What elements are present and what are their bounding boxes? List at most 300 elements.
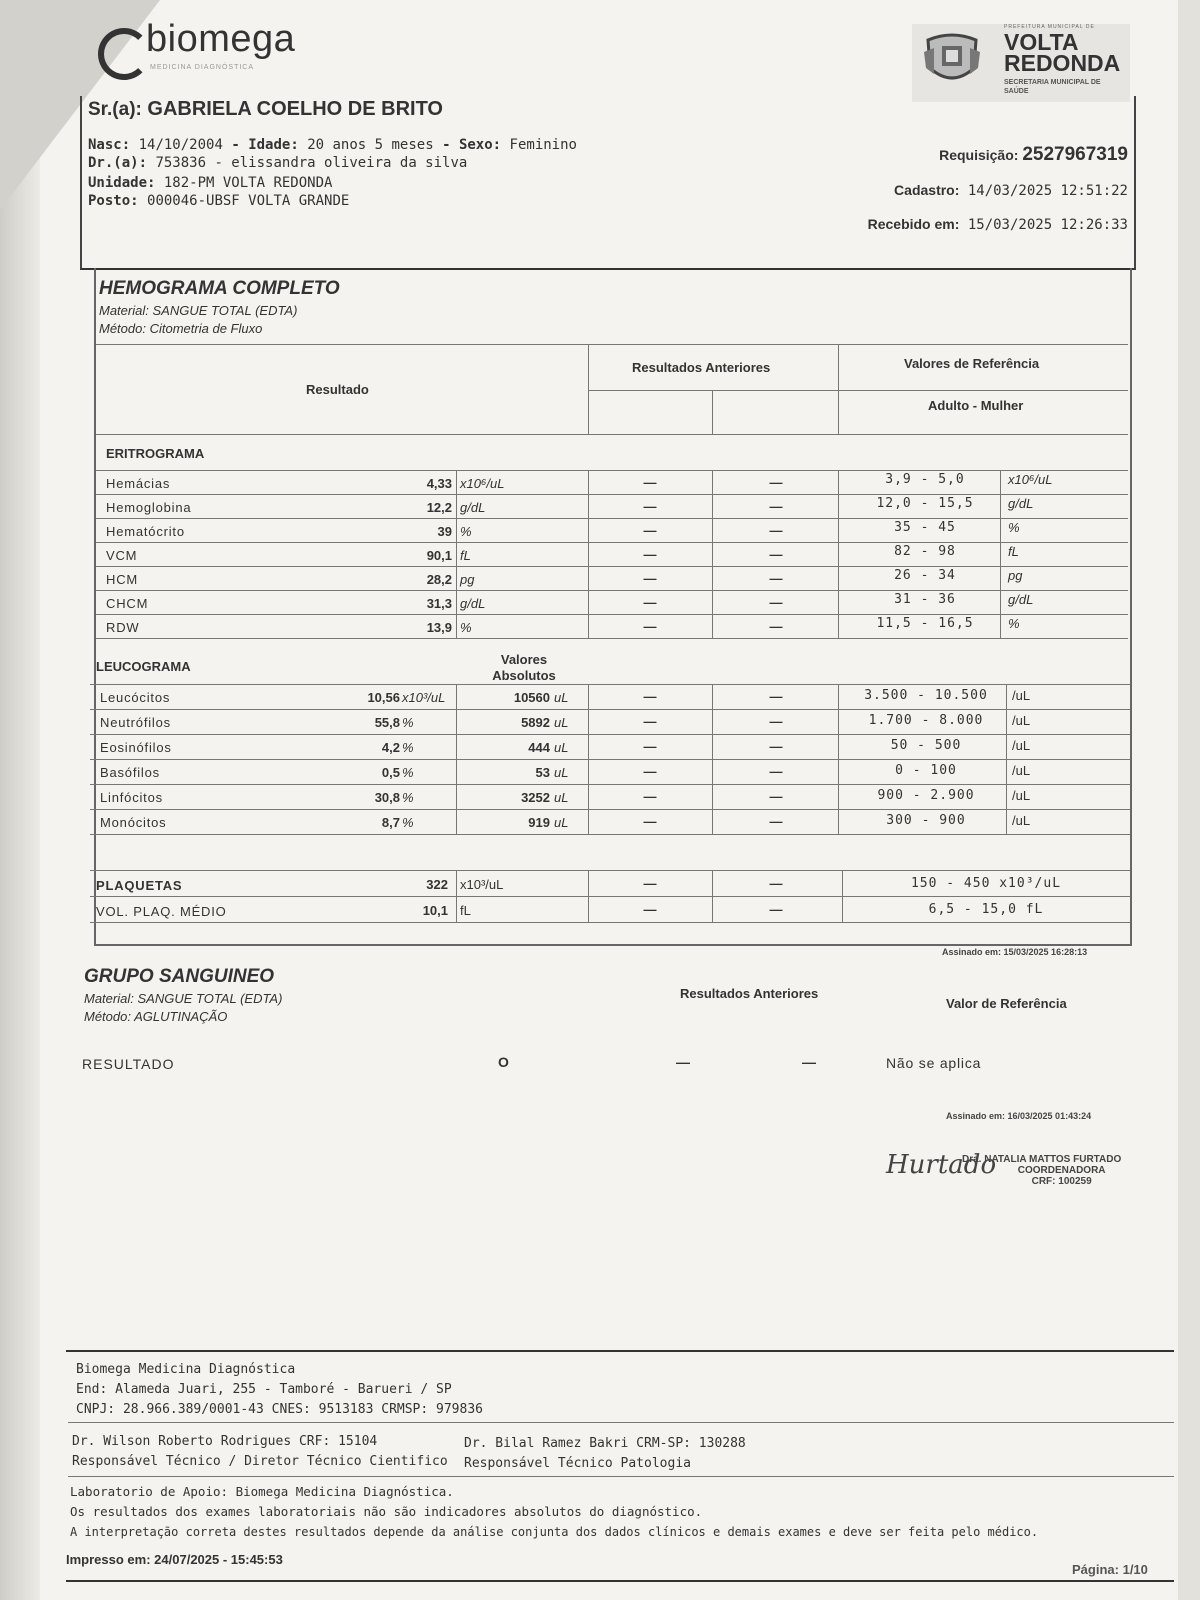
cell-divider xyxy=(456,542,457,566)
cell-divider xyxy=(1000,566,1001,590)
footer-resp2 xyxy=(464,1434,746,1474)
leuco-abs: 53 xyxy=(535,765,550,780)
eritro-prev1: — xyxy=(643,571,657,586)
col-valores-absolutos: Valores Absolutos xyxy=(492,652,556,683)
leuco-abs: 919 xyxy=(528,815,550,830)
footer-notes xyxy=(70,1482,1038,1542)
table-row-line xyxy=(90,784,1130,785)
footer-resp1 xyxy=(72,1432,448,1472)
leuco-abs: 3252 xyxy=(521,790,550,805)
eritro-unit: % xyxy=(460,620,472,635)
footer-lab-block xyxy=(76,1360,483,1420)
leuco-abs-unit: uL xyxy=(554,815,569,830)
cell-divider xyxy=(712,870,713,896)
cell-divider xyxy=(838,590,839,614)
leuco-unit: % xyxy=(402,815,414,830)
table-row-line xyxy=(96,614,1128,615)
cell-divider xyxy=(838,470,839,494)
leuco-value: 55,8 xyxy=(374,715,400,730)
eritro-label: CHCM xyxy=(106,596,149,611)
eritro-ref-unit: pg xyxy=(1008,568,1023,583)
grupo-signed: Assinado em: 16/03/2025 01:43:24 xyxy=(946,1111,1092,1121)
cell-divider xyxy=(712,518,713,542)
plaq-prev2: — xyxy=(769,876,783,891)
table-header-divider xyxy=(712,390,713,434)
hemograma-material xyxy=(99,302,297,319)
footer-note-2: Os resultados dos exames laboratoriais não são indicadores absolutos do diagnóstico. xyxy=(70,1504,703,1519)
cell-divider xyxy=(456,470,457,494)
leuco-value: 0,5 xyxy=(381,765,400,780)
col-adulto-mulher: Adulto - Mulher xyxy=(928,398,1024,413)
patient-name xyxy=(88,98,443,121)
grupo-metodo-label: Método: xyxy=(84,1009,131,1024)
cell-divider xyxy=(1000,590,1001,614)
plaq-value: 10,1 xyxy=(422,903,448,918)
cell-divider xyxy=(712,542,713,566)
prefeitura-top-text: PREFEITURA MUNICIPAL DE xyxy=(1004,24,1095,30)
eritro-value: 12,2 xyxy=(426,500,452,515)
cell-divider xyxy=(838,784,839,809)
signature-name: Dra. NATALIA MATTOS FURTADO xyxy=(962,1154,1122,1165)
doctor-value: 753836 - elissandra oliveira da silva xyxy=(155,155,468,171)
hemograma-title: HEMOGRAMA COMPLETO xyxy=(99,278,340,299)
cell-divider xyxy=(588,684,589,709)
cell-divider xyxy=(588,759,589,784)
cell-divider xyxy=(1006,684,1007,709)
plaq-unit: x10³/uL xyxy=(460,877,504,892)
leuco-ref: 300 - 900 xyxy=(886,813,966,828)
grupo-metodo xyxy=(84,1008,227,1025)
leuco-value: 10,56 xyxy=(367,690,400,705)
doctor-label: Dr.(a): xyxy=(88,155,148,171)
sexo-value: Feminino xyxy=(509,137,577,153)
cell-divider xyxy=(456,809,457,834)
unidade-value: 182-PM VOLTA REDONDA xyxy=(163,175,333,191)
cell-divider xyxy=(456,896,457,922)
cell-divider xyxy=(456,614,457,638)
leuco-prev2: — xyxy=(769,814,783,829)
eritro-label: HCM xyxy=(106,572,139,587)
leuco-ref-unit: /uL xyxy=(1012,738,1031,753)
recebido-label: Recebido em: xyxy=(867,216,960,232)
eritro-unit: g/dL xyxy=(460,596,486,611)
eritro-ref-unit: % xyxy=(1008,616,1020,631)
biomega-logo-text: biomega xyxy=(146,18,296,60)
posto-label: Posto: xyxy=(88,193,139,209)
table-row-line xyxy=(90,684,1130,685)
leuco-prev2: — xyxy=(769,764,783,779)
cell-divider xyxy=(838,734,839,759)
cell-divider xyxy=(712,614,713,638)
table-row-line xyxy=(96,470,1128,471)
signature-block xyxy=(962,1154,1121,1187)
eritro-label: VCM xyxy=(106,548,138,563)
leuco-prev1: — xyxy=(643,789,657,804)
signature-role: COORDENADORA xyxy=(1017,1165,1106,1176)
eritro-prev1: — xyxy=(643,523,657,538)
col-resultado: Resultado xyxy=(306,382,369,397)
plaquetas-bottom-line xyxy=(90,922,1130,923)
table-row-line xyxy=(90,834,1130,835)
eritro-value: 31,3 xyxy=(426,596,452,611)
posto-value: 000046-UBSF VOLTA GRANDE xyxy=(147,193,350,209)
table-row-line xyxy=(96,638,1128,639)
material-label: Material: xyxy=(99,303,149,318)
unidade-label: Unidade: xyxy=(88,175,156,191)
plaq-ref: 6,5 - 15,0 fL xyxy=(928,902,1044,917)
eritro-ref-unit: fL xyxy=(1008,544,1019,559)
col-resultados-anteriores: Resultados Anteriores xyxy=(632,360,771,375)
cell-divider xyxy=(712,470,713,494)
plaquetas-top-line xyxy=(90,870,1130,871)
leuco-prev2: — xyxy=(769,789,783,804)
leuco-value: 4,2 xyxy=(381,740,400,755)
biomega-logo-mark-icon xyxy=(98,28,150,80)
table-header-divider xyxy=(588,344,589,434)
cell-divider xyxy=(712,896,713,922)
cell-divider xyxy=(588,734,589,759)
cadastro-value: 14/03/2025 12:51:22 xyxy=(967,183,1128,199)
eritro-prev1: — xyxy=(643,619,657,634)
leuco-ref-unit: /uL xyxy=(1012,688,1031,703)
cell-divider xyxy=(588,896,589,922)
prefeitura-secretaria: SECRETARIA MUNICIPAL DE SAÚDE xyxy=(1004,79,1101,95)
leuco-abs-unit: uL xyxy=(554,740,569,755)
cell-divider xyxy=(588,590,589,614)
grupo-result-label: RESULTADO xyxy=(82,1056,175,1072)
metodo-value: Citometria de Fluxo xyxy=(149,321,263,336)
prefeitura-logo xyxy=(912,24,1130,102)
table-row-line xyxy=(90,709,1130,710)
eritro-ref-unit: g/dL xyxy=(1008,496,1034,511)
cell-divider xyxy=(456,590,457,614)
cell-divider xyxy=(712,809,713,834)
plaq-label: VOL. PLAQ. MÉDIO xyxy=(96,904,227,919)
leuco-label: Monócitos xyxy=(100,815,167,830)
cell-divider xyxy=(456,684,457,709)
cell-divider xyxy=(838,684,839,709)
eritro-ref: 35 - 45 xyxy=(894,520,956,535)
cell-divider xyxy=(712,734,713,759)
cell-divider xyxy=(1006,709,1007,734)
leuco-unit: % xyxy=(402,765,414,780)
leuco-ref: 1.700 - 8.000 xyxy=(868,713,984,728)
cell-divider xyxy=(712,684,713,709)
eritro-label: RDW xyxy=(106,620,140,635)
grupo-prev2: — xyxy=(802,1054,816,1070)
eritro-prev2: — xyxy=(769,547,783,562)
requisicao-line xyxy=(939,144,1128,166)
cell-divider xyxy=(456,784,457,809)
printed-line xyxy=(66,1552,283,1567)
leuco-ref-unit: /uL xyxy=(1012,813,1031,828)
cell-divider xyxy=(588,870,589,896)
cell-divider xyxy=(712,759,713,784)
city-crest-icon xyxy=(920,28,984,90)
leuco-abs-unit: uL xyxy=(554,765,569,780)
leuco-ref: 900 - 2.900 xyxy=(877,788,975,803)
eritro-unit: x10⁶/uL xyxy=(460,476,505,491)
signature-handwriting: Hurtado xyxy=(886,1150,997,1180)
cell-divider xyxy=(1006,784,1007,809)
cell-divider xyxy=(588,709,589,734)
page-value: 1/10 xyxy=(1122,1562,1148,1577)
grupo-prev1: — xyxy=(676,1054,690,1070)
eritro-unit: g/dL xyxy=(460,500,486,515)
grupo-material xyxy=(84,990,282,1007)
sexo-label: Sexo: xyxy=(458,137,502,153)
leuco-prev2: — xyxy=(769,739,783,754)
eritro-ref: 12,0 - 15,5 xyxy=(876,496,974,511)
eritro-prev1: — xyxy=(643,499,657,514)
cadastro-label: Cadastro: xyxy=(894,182,960,198)
footer-ids: CNPJ: 28.966.389/0001-43 CNES: 9513183 CRMSP: 979836 xyxy=(76,1402,483,1417)
grupo-material-label: Material: xyxy=(84,991,134,1006)
cell-divider xyxy=(712,590,713,614)
eritro-prev2: — xyxy=(769,571,783,586)
cell-divider xyxy=(456,518,457,542)
eritro-label: Hemoglobina xyxy=(106,500,192,515)
cell-divider xyxy=(1006,734,1007,759)
cell-divider xyxy=(588,809,589,834)
posto-line xyxy=(88,192,349,210)
plaq-prev2: — xyxy=(769,902,783,917)
leuco-ref: 3.500 - 10.500 xyxy=(864,688,988,703)
eritro-value: 28,2 xyxy=(426,572,452,587)
eritro-ref: 3,9 - 5,0 xyxy=(885,472,965,487)
leuco-abs: 444 xyxy=(528,740,550,755)
printed-value: 24/07/2025 - 15:45:53 xyxy=(154,1552,283,1567)
cell-divider xyxy=(588,494,589,518)
grupo-material-value: SANGUE TOTAL (EDTA) xyxy=(137,991,283,1006)
leuco-prev1: — xyxy=(643,689,657,704)
leuco-abs-unit: uL xyxy=(554,790,569,805)
cell-divider xyxy=(456,759,457,784)
cell-divider xyxy=(838,809,839,834)
cell-divider xyxy=(838,709,839,734)
eritro-prev2: — xyxy=(769,595,783,610)
eritro-value: 13,9 xyxy=(426,620,452,635)
cell-divider xyxy=(838,542,839,566)
cell-divider xyxy=(1000,542,1001,566)
leuco-label: Eosinófilos xyxy=(100,740,172,755)
table-top-line xyxy=(96,344,1128,345)
cell-divider xyxy=(842,870,843,896)
patient-birth-line: Nasc: 14/10/2004 - Idade: 20 anos 5 meses - Sexo: Feminino xyxy=(88,137,577,153)
unidade-line xyxy=(88,174,332,192)
col-valores-referencia: Valores de Referência xyxy=(904,356,1040,371)
plaq-unit: fL xyxy=(460,903,471,918)
resp2-name: Dr. Bilal Ramez Bakri CRM-SP: 130288 xyxy=(464,1436,746,1451)
nasc-label: Nasc: xyxy=(88,137,131,153)
eritro-unit: % xyxy=(460,524,472,539)
idade-value: 20 anos 5 meses xyxy=(307,137,434,153)
printed-label: Impresso em: xyxy=(66,1552,151,1567)
table-row-line xyxy=(96,590,1128,591)
cell-divider xyxy=(588,542,589,566)
cell-divider xyxy=(588,614,589,638)
metodo-label: Método: xyxy=(99,321,146,336)
table-row-line xyxy=(96,542,1128,543)
table-row-line xyxy=(96,566,1128,567)
leuco-label: Leucócitos xyxy=(100,690,171,705)
eritro-label: Hematócrito xyxy=(106,524,185,539)
cell-divider xyxy=(1000,470,1001,494)
grupo-ref: Não se aplica xyxy=(886,1055,982,1071)
page-label: Página: xyxy=(1072,1562,1119,1577)
cell-divider xyxy=(838,494,839,518)
page-edge-shadow xyxy=(0,0,40,1600)
material-value: SANGUE TOTAL (EDTA) xyxy=(152,303,298,318)
resp2-role: Responsável Técnico Patologia xyxy=(464,1456,691,1471)
leuco-unit: % xyxy=(402,715,414,730)
leuco-label: Neutrófilos xyxy=(100,715,171,730)
eritro-ref-unit: % xyxy=(1008,520,1020,535)
leuco-prev2: — xyxy=(769,689,783,704)
grupo-col-referencia: Valor de Referência xyxy=(946,996,1067,1011)
hemograma-metodo xyxy=(99,320,262,337)
eritro-ref: 31 - 36 xyxy=(894,592,956,607)
leuco-ref: 50 - 500 xyxy=(890,738,962,753)
leuco-prev1: — xyxy=(643,764,657,779)
leuco-ref-unit: /uL xyxy=(1012,788,1031,803)
requisicao-label: Requisição: xyxy=(939,147,1019,163)
leuco-abs-unit: uL xyxy=(554,715,569,730)
footer-note-3: A interpretação correta destes resultados depende da análise conjunta dos dados clínicos e demais exames e deve ser feita pelo médico. xyxy=(70,1525,1039,1539)
table-header-divider xyxy=(838,344,839,434)
cell-divider xyxy=(1000,494,1001,518)
recebido-value: 15/03/2025 12:26:33 xyxy=(967,217,1128,233)
leuco-prev1: — xyxy=(643,739,657,754)
table-row-line xyxy=(90,759,1130,760)
patient-name-value: GABRIELA COELHO DE BRITO xyxy=(147,98,443,120)
resp1-role: Responsável Técnico / Diretor Técnico Cientifico xyxy=(72,1454,448,1469)
cadastro-line xyxy=(894,182,1128,199)
cell-divider xyxy=(588,470,589,494)
leuco-label: Basófilos xyxy=(100,765,160,780)
table-header-bottom-line xyxy=(96,434,1128,435)
eritro-ref: 82 - 98 xyxy=(894,544,956,559)
patient-name-label: Sr.(a): xyxy=(88,99,142,120)
table-header-mid-line xyxy=(588,390,1128,391)
eritro-value: 4,33 xyxy=(426,476,452,491)
biomega-logo-subtext: MEDICINA DIAGNÓSTICA xyxy=(150,64,255,71)
eritro-value: 90,1 xyxy=(426,548,452,563)
cell-divider xyxy=(1000,518,1001,542)
cell-divider xyxy=(456,734,457,759)
leuco-ref-unit: /uL xyxy=(1012,763,1031,778)
eritro-ref-unit: x10⁶/uL xyxy=(1008,472,1053,487)
leuco-unit: % xyxy=(402,740,414,755)
requisicao-value: 2527967319 xyxy=(1022,144,1128,165)
plaq-prev1: — xyxy=(643,902,657,917)
eritro-ref-unit: g/dL xyxy=(1008,592,1034,607)
cell-divider xyxy=(712,784,713,809)
cell-divider xyxy=(588,784,589,809)
grupo-col-anteriores: Resultados Anteriores xyxy=(680,986,819,1001)
cell-divider xyxy=(456,870,457,896)
leuco-prev2: — xyxy=(769,714,783,729)
footer-note-1: Laboratorio de Apoio: Biomega Medicina Diagnóstica. xyxy=(70,1484,454,1499)
idade-label: Idade: xyxy=(248,137,299,153)
table-row-line xyxy=(90,809,1130,810)
leuco-value: 8,7 xyxy=(381,815,400,830)
table-row-line xyxy=(90,896,1130,897)
plaq-prev1: — xyxy=(643,876,657,891)
eritro-unit: pg xyxy=(460,572,475,587)
page-number xyxy=(1072,1562,1148,1577)
plaq-ref: 150 - 450 x10³/uL xyxy=(910,876,1062,891)
eritro-prev2: — xyxy=(769,523,783,538)
leuco-unit: % xyxy=(402,790,414,805)
eritro-prev2: — xyxy=(769,619,783,634)
eritro-prev2: — xyxy=(769,475,783,490)
eritro-ref: 11,5 - 16,5 xyxy=(876,616,974,631)
eritrograma-title: ERITROGRAMA xyxy=(106,446,205,461)
prefeitura-city-name: VOLTA REDONDA xyxy=(1004,29,1121,76)
cell-divider xyxy=(712,566,713,590)
leuco-prev1: — xyxy=(643,714,657,729)
cell-divider xyxy=(1006,759,1007,784)
grupo-metodo-value: AGLUTINAÇÃO xyxy=(134,1009,228,1024)
cell-divider xyxy=(456,709,457,734)
footer-separator xyxy=(68,1476,1174,1477)
cell-divider xyxy=(1006,809,1007,834)
biomega-logo xyxy=(98,18,318,88)
cell-divider xyxy=(712,709,713,734)
eritro-unit: fL xyxy=(460,548,471,563)
leuco-abs: 10560 xyxy=(513,690,550,705)
table-row-line xyxy=(96,518,1128,519)
cell-divider xyxy=(456,494,457,518)
plaq-label: PLAQUETAS xyxy=(96,878,183,893)
cell-divider xyxy=(588,518,589,542)
eritro-prev1: — xyxy=(643,475,657,490)
eritro-value: 39 xyxy=(437,524,452,539)
cell-divider xyxy=(588,566,589,590)
eritro-label: Hemácias xyxy=(106,476,171,491)
cell-divider xyxy=(838,518,839,542)
grupo-title: GRUPO SANGUINEO xyxy=(84,966,275,987)
cell-divider xyxy=(712,494,713,518)
footer-lab-name: Biomega Medicina Diagnóstica xyxy=(76,1362,296,1377)
resp1-name: Dr. Wilson Roberto Rodrigues CRF: 15104 xyxy=(72,1434,378,1449)
recebido-line xyxy=(868,216,1128,233)
plaq-value: 322 xyxy=(426,877,448,892)
eritro-prev1: — xyxy=(643,547,657,562)
hemograma-signed: Assinado em: 15/03/2025 16:28:13 xyxy=(942,947,1088,957)
footer-address: End: Alameda Juari, 255 - Tamboré - Barueri / SP xyxy=(76,1382,452,1397)
doctor-line xyxy=(88,154,467,172)
grupo-result-value: O xyxy=(498,1054,509,1070)
cell-divider xyxy=(838,566,839,590)
eritro-ref: 26 - 34 xyxy=(894,568,956,583)
nasc-value: 14/10/2004 xyxy=(138,137,223,153)
leuco-abs: 5892 xyxy=(521,715,550,730)
leuco-unit: x10³/uL xyxy=(402,690,446,705)
leucograma-title: LEUCOGRAMA xyxy=(96,659,191,674)
eritro-prev1: — xyxy=(643,595,657,610)
table-row-line xyxy=(96,494,1128,495)
leuco-abs-unit: uL xyxy=(554,690,569,705)
leuco-ref-unit: /uL xyxy=(1012,713,1031,728)
leuco-ref: 0 - 100 xyxy=(895,763,957,778)
table-row-line xyxy=(90,734,1130,735)
leuco-value: 30,8 xyxy=(374,790,400,805)
cell-divider xyxy=(842,896,843,922)
cell-divider xyxy=(838,759,839,784)
signature-crf: CRF: 100259 xyxy=(1031,1176,1092,1187)
